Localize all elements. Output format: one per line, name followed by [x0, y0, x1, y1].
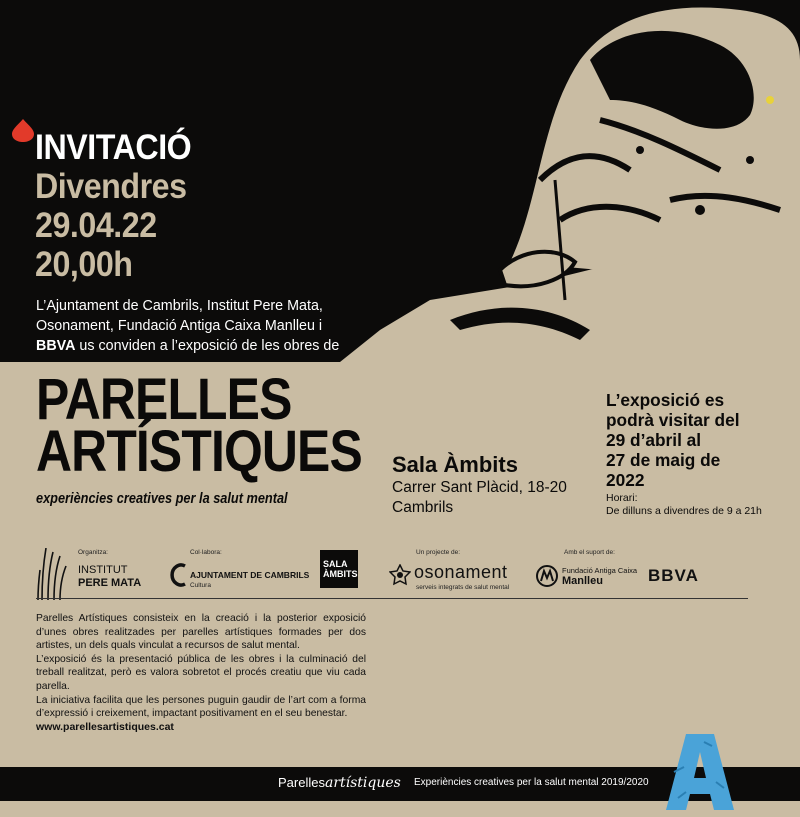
- osonament-logo-icon: [389, 564, 411, 586]
- osonament-sub: serveis integrats de salut mental: [416, 584, 510, 591]
- exhibition-subtitle: experiències creatives per la salut mental: [36, 490, 288, 507]
- fundacio-logo-icon: [535, 565, 559, 587]
- fundacio-name: [562, 566, 637, 586]
- sponsor-logos: [0, 540, 800, 602]
- sala-ambits-line-1: SALA: [323, 559, 348, 569]
- description-paragraph-1: Parelles Artístiques consisteix en la creació i la posterior exposició d’unes obres realitzades per parelles artístiques formades per dos artistes, un dels quals vinculat a recursos de salut mental.: [36, 613, 366, 652]
- pere-mata-name: [78, 564, 141, 590]
- invitation-title: INVITACIÓ: [35, 128, 192, 167]
- red-drop-icon: [10, 117, 36, 143]
- description-paragraph-2: L’exposició és la presentació pública de les obres i la culminació del treball realitzat, però es valora sobretot el procés creatiu que viu cada parella.: [36, 653, 366, 692]
- visit-line-2: podrà visitar del: [606, 410, 740, 430]
- exhibition-title-line-2: ARTÍSTIQUES: [36, 419, 362, 484]
- fundacio-line-2: Manlleu: [562, 575, 603, 587]
- event-date: 29.04.22: [35, 206, 157, 245]
- ajuntament-name: AJUNTAMENT DE CAMBRILS: [190, 570, 310, 580]
- artwork-illustration: [340, 0, 800, 362]
- fundacio-line-1: Fundació Antiga Caixa: [562, 566, 638, 575]
- footer-brand-plain: Parelles: [278, 775, 325, 790]
- hours-label: Horari:: [606, 492, 638, 504]
- event-day: Divendres: [35, 167, 187, 206]
- bbva-logo: BBVA: [648, 566, 699, 585]
- exhibition-title-line-1: PARELLES: [36, 367, 292, 432]
- venue-street: Carrer Sant Plàcid, 18-20: [392, 479, 567, 496]
- intro-line-3: [36, 336, 366, 356]
- footer-brand: [278, 775, 401, 791]
- visit-line-3: 29 d’abril al: [606, 430, 702, 450]
- brand-a-shape: [664, 732, 736, 812]
- invitation-intro: [36, 296, 366, 356]
- description: [36, 612, 366, 734]
- intro-line-1: L’Ajuntament de Cambrils, Institut Pere Mata,: [36, 298, 323, 314]
- website-link[interactable]: www.parellesartistiques.cat: [36, 720, 174, 733]
- col-labora-label: Col·labora:: [190, 549, 222, 556]
- pere-mata-line-1: INSTITUT: [78, 564, 128, 576]
- cambrils-c-icon: [170, 562, 188, 588]
- invitation-heading: [35, 128, 191, 284]
- organitza-label: Organitza:: [78, 549, 108, 556]
- venue-city: Cambrils: [392, 499, 454, 516]
- intro-line-3-rest: us conviden a l’exposició de les obres de: [75, 338, 340, 354]
- venue-name: Sala Àmbits: [392, 452, 518, 477]
- intro-bbva: BBVA: [36, 338, 76, 354]
- description-paragraph-3: La iniciativa facilita que les persones puguin gaudir de l’art com a forma d’expressió i creixement, impactant positivament en el seu benestar.: [36, 694, 366, 720]
- intro-line-2: Osonament, Fundació Antiga Caixa Manlleu i: [36, 318, 323, 334]
- sala-ambits-line-2: ÀMBITS: [323, 569, 358, 579]
- footer-brand-italic: artístiques: [324, 775, 401, 791]
- pere-mata-line-2: PERE MATA: [78, 577, 142, 589]
- footer-tagline: Experiències creatives per la salut mental 2019/2020: [414, 777, 649, 788]
- visit-line-1: L’exposició es: [606, 390, 725, 410]
- brand-a-logo: [664, 732, 736, 812]
- visit-info: [606, 390, 796, 518]
- event-time: 20,00h: [35, 245, 133, 284]
- suport-label: Amb el suport de:: [564, 549, 615, 556]
- divider: [36, 598, 748, 599]
- visit-line-4: 27 de maig de: [606, 450, 721, 470]
- hours-text: De dilluns a divendres de 9 a 21h: [606, 505, 762, 517]
- visit-line-5: 2022: [606, 470, 645, 490]
- projecte-label: Un projecte de:: [416, 549, 461, 556]
- exhibition-title: [36, 367, 362, 484]
- sala-ambits-logo: [320, 550, 358, 588]
- pere-mata-logo-icon: [36, 548, 70, 600]
- venue-block: [392, 452, 567, 518]
- osonament-name: osonament: [414, 562, 508, 582]
- ajuntament-sub: Cultura: [190, 582, 211, 589]
